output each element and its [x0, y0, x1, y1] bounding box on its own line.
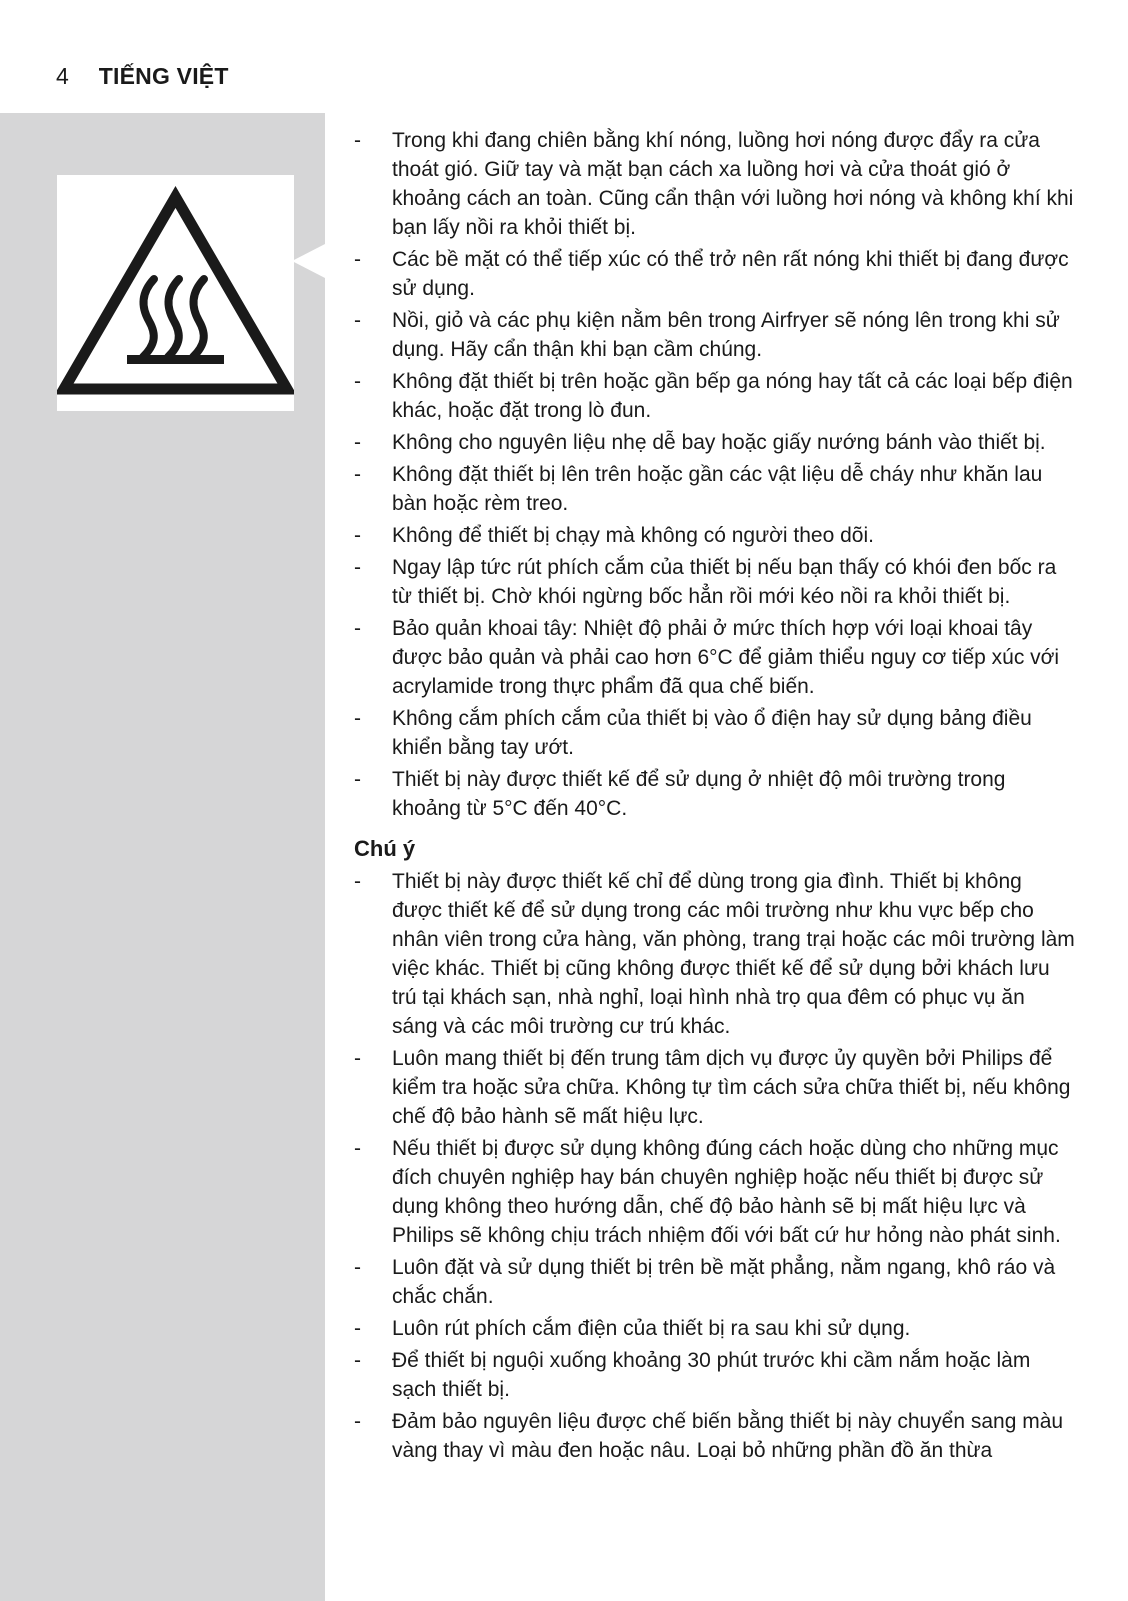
note-list	[354, 867, 1076, 1465]
list-item: - Không đặt thiết bị trên hoặc gần bếp ga nóng hay tất cả các loại bếp điện khác, hoặc đặt trong lò đun.	[354, 370, 1073, 422]
list-item: - Thiết bị này được thiết kế chỉ để dùng trong gia đình. Thiết bị không được thiết kế để sử dụng trong các môi trường như khu vực bếp cho nhân viên trong cửa hàng, văn phòng, trang trại hoặc các môi trường làm việc khác. Thiết bị cũng không được thiết kế để sử dụng bởi khách lưu trú tại khách sạn, nhà nghỉ, loại hình nhà trọ qua đêm có phục vụ ăn sáng và các môi trường cư trú khác.	[354, 870, 1075, 1038]
section-title: TIẾNG VIỆT	[98, 62, 229, 89]
list-item: - Ngay lập tức rút phích cắm của thiết bị nếu bạn thấy có khói đen bốc ra từ thiết bị. Chờ khói ngừng bốc hẳn rồi mới kéo nồi ra khỏi thiết bị.	[354, 556, 1057, 608]
page-header	[56, 56, 229, 96]
hot-surface-warning-icon	[57, 175, 294, 411]
list-item: - Không cho nguyên liệu nhẹ dễ bay hoặc giấy nướng bánh vào thiết bị.	[354, 431, 1046, 454]
list-item: - Không cắm phích cắm của thiết bị vào ổ điện hay sử dụng bảng điều khiển bằng tay ướt.	[354, 707, 1032, 759]
list-item: - Không để thiết bị chạy mà không có người theo dõi.	[354, 524, 874, 547]
main-content	[354, 126, 1076, 1468]
list-item: - Luôn rút phích cắm điện của thiết bị ra sau khi sử dụng.	[354, 1317, 911, 1340]
sidebar-pointer	[292, 244, 328, 278]
list-item: - Bảo quản khoai tây: Nhiệt độ phải ở mức thích hợp với loại khoai tây được bảo quản và phải cao hơn 6°C để giảm thiểu nguy cơ tiếp xúc với acrylamide trong thực phẩm đã qua chế biến.	[354, 617, 1060, 698]
warning-icon-box	[57, 175, 294, 411]
list-item: - Thiết bị này được thiết kế để sử dụng ở nhiệt độ môi trường trong khoảng từ 5°C đến 40°C.	[354, 768, 1006, 820]
list-item: - Luôn đặt và sử dụng thiết bị trên bề mặt phẳng, nằm ngang, khô ráo và chắc chắn.	[354, 1256, 1056, 1308]
list-item: - Không đặt thiết bị lên trên hoặc gần các vật liệu dễ cháy như khăn lau bàn hoặc rèm treo.	[354, 463, 1043, 515]
note-heading: Chú ý	[354, 836, 416, 861]
list-item: - Nếu thiết bị được sử dụng không đúng cách hoặc dùng cho những mục đích chuyên nghiệp hay bán chuyên nghiệp hoặc nếu thiết bị được sử dụng không theo hướng dẫn, chế độ bảo hành sẽ bị mất hiệu lực và Philips sẽ không chịu trách nhiệm đối với bất cứ hư hỏng nào phát sinh.	[354, 1137, 1061, 1247]
list-item: - Để thiết bị nguội xuống khoảng 30 phút trước khi cầm nắm hoặc làm sạch thiết bị.	[354, 1349, 1031, 1401]
list-item: - Trong khi đang chiên bằng khí nóng, luồng hơi nóng được đẩy ra cửa thoát gió. Giữ tay và mặt bạn cách xa luồng hơi và cửa thoát gió ở khoảng cách an toàn. Cũng cẩn thận với luồng hơi nóng và không khí khi bạn lấy nồi ra khỏi thiết bị.	[354, 129, 1074, 239]
page-number: 4	[56, 62, 69, 89]
list-item: - Luôn mang thiết bị đến trung tâm dịch vụ được ủy quyền bởi Philips để kiểm tra hoặc sửa chữa. Không tự tìm cách sửa chữa thiết bị, nếu không chế độ bảo hành sẽ mất hiệu lực.	[354, 1047, 1071, 1128]
list-item: - Nồi, giỏ và các phụ kiện nằm bên trong Airfryer sẽ nóng lên trong khi sử dụng. Hãy cẩn thận khi bạn cầm chúng.	[354, 309, 1060, 361]
list-item: - Đảm bảo nguyên liệu được chế biến bằng thiết bị này chuyển sang màu vàng thay vì màu đen hoặc nâu. Loại bỏ những phần đồ ăn thừa	[354, 1410, 1064, 1462]
safety-list	[354, 126, 1076, 823]
list-item: - Các bề mặt có thể tiếp xúc có thể trở nên rất nóng khi thiết bị đang được sử dụng.	[354, 248, 1069, 300]
